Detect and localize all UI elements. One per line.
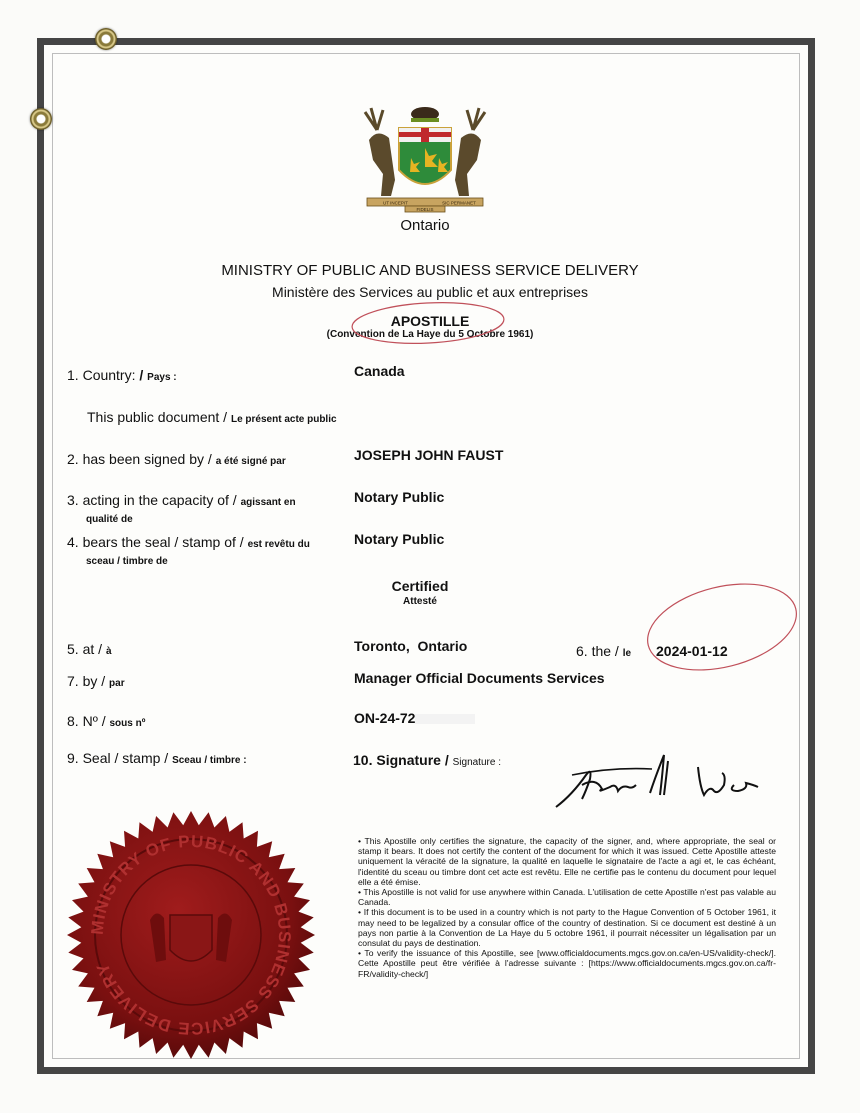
field-date-value: 2024-01-12 <box>656 643 728 659</box>
field-date-label: 6. the / le <box>576 643 632 659</box>
field-signed-by-value: JOSEPH JOHN FAUST <box>354 447 504 463</box>
legal-note: • This Apostille only certifies the signature, the capacity of the signer, and, where appropriate, the seal or stamp it bears. It does not certify the content of the document for which it was issued. Cette Apostille atteste uniquement la véracité de la signature, la qualité en laquelle le signataire de l'acte a agi et, le cas échéant, l'identité du sceau ou timbre dont cet acte est revêtu. Elle ne certifie pas le contenu du document pour lequel elle a été émise. <box>358 836 776 887</box>
handwritten-signature <box>552 745 772 815</box>
field-by-label: 7. by / par <box>67 673 125 689</box>
svg-text:FIDELIS: FIDELIS <box>416 207 434 212</box>
field-number-label: 8. Nº / sous nº <box>67 713 146 729</box>
legal-note: • If this document is to be used in a country which is not party to the Hague Convention of 5 October 1961, it may need to be legalized by a consular office of the country of destination. Si ce document est destiné à un pays non partie à la Convention de La Haye du 5 octobre 1961, il pourrait nécessiter un légalisation par un consulat du pays de destination. <box>358 907 776 949</box>
redaction-block <box>415 714 475 724</box>
public-document-intro: This public document / Le présent acte public <box>87 409 337 425</box>
certified-heading-fr: Attesté <box>403 596 437 607</box>
field-seal-of-label: 4. bears the seal / stamp of / est revêtu du sceau / timbre de <box>67 534 310 567</box>
certified-heading: Certified <box>391 578 449 594</box>
field-seal-of-value: Notary Public <box>354 531 445 547</box>
binder-grommet <box>95 28 117 50</box>
field-country-value: Canada <box>354 363 405 379</box>
field-number-value: ON-24-72 <box>354 710 475 726</box>
ministry-name-fr: Ministère des Services au public et aux entreprises <box>272 284 588 300</box>
field-country-label: 1. Country: / Pays : <box>67 367 177 383</box>
wax-seal <box>52 810 330 1060</box>
ontario-coat-of-arms-icon <box>355 100 495 220</box>
convention-subtitle: (Convention de La Haye du 5 Octobre 1961) <box>326 329 534 340</box>
svg-text:MINISTRY OF PUBLIC AND BUSINES: MINISTRY OF PUBLIC AND BUSINESS SERVICE DELIVERY <box>87 831 295 1039</box>
field-by-value: Manager Official Documents Services <box>354 670 605 686</box>
svg-text:SIC PERMANET: SIC PERMANET <box>442 200 476 206</box>
field-place-value: Toronto, Ontario <box>354 638 468 654</box>
logo-wordmark: Ontario <box>400 217 450 234</box>
legal-notes <box>358 836 776 979</box>
field-capacity-value: Notary Public <box>354 489 445 505</box>
binder-grommet <box>30 108 52 130</box>
field-place-label: 5. at / à <box>67 641 112 657</box>
legal-note: • This Apostille is not valid for use anywhere within Canada. L'utilisation de cette Apostille n'est pas valable au Canada. <box>358 887 776 908</box>
svg-text:UT INCEPIT: UT INCEPIT <box>383 200 408 206</box>
field-capacity-label: 3. acting in the capacity of / agissant en qualité de <box>67 492 296 525</box>
field-seal-label: 9. Seal / stamp / Sceau / timbre : <box>67 750 247 766</box>
field-signature-label: 10. Signature / Signature : <box>353 752 501 768</box>
legal-note: • To verify the issuance of this Apostille, see [www.officialdocuments.mgcs.gov.on.ca/en-US/validity-check/]. Cette Apostille peut être vérifiée à l'adresse suivante : [https://www.officialdocuments.mgcs.gov.on.ca/fr-FR/validity-check/] <box>358 948 776 979</box>
document-title: APOSTILLE <box>390 313 470 329</box>
ink-circle-mark <box>348 300 508 348</box>
field-signed-by-label: 2. has been signed by / a été signé par <box>67 451 286 467</box>
ministry-name-en: MINISTRY OF PUBLIC AND BUSINESS SERVICE DELIVERY <box>221 262 639 279</box>
ink-circle-mark <box>640 575 805 675</box>
